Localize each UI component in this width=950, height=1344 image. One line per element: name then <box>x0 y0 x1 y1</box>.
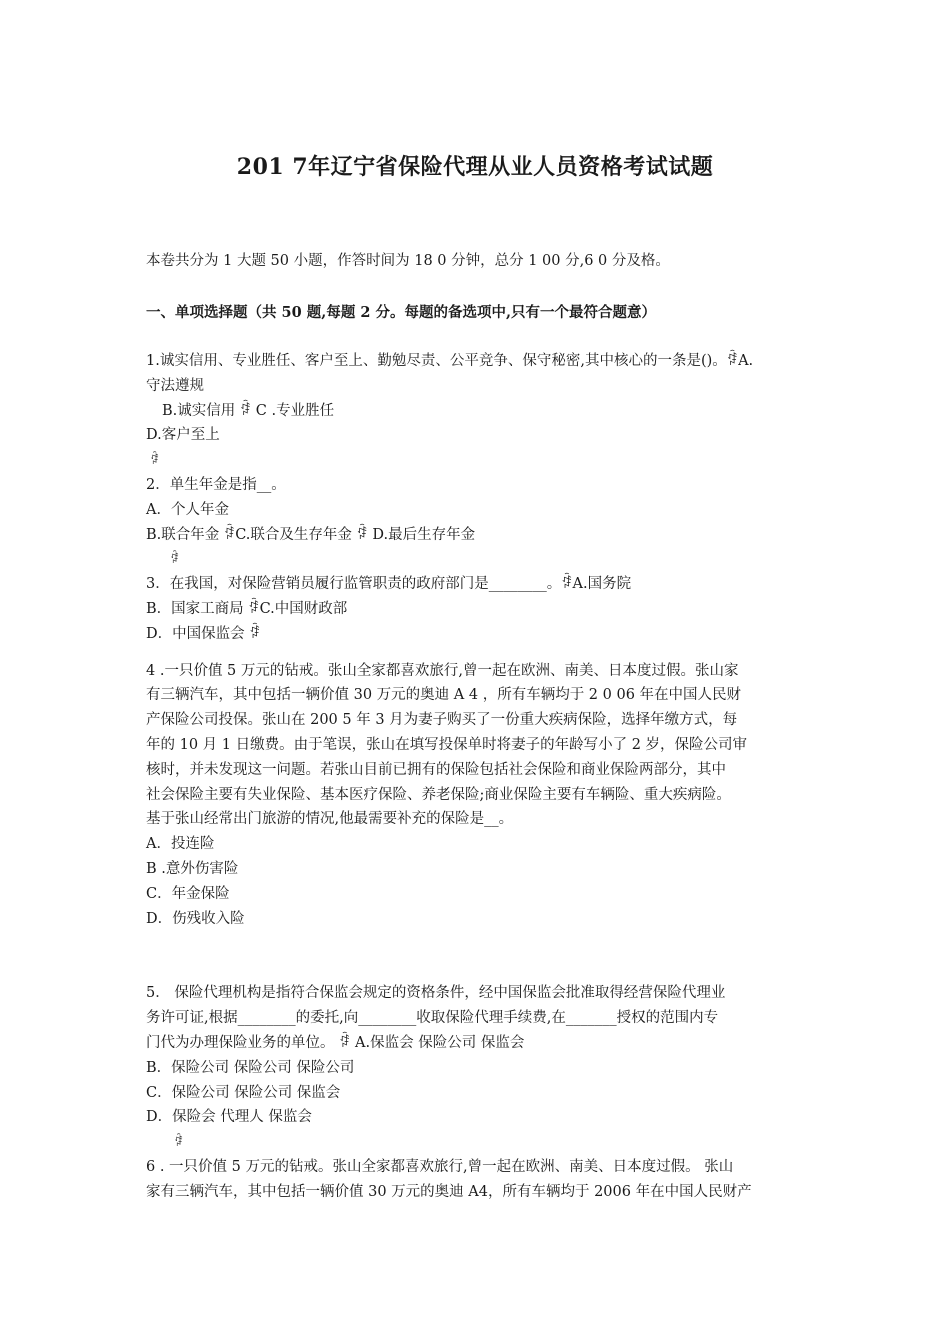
question-6 <box>146 1155 810 1205</box>
question-5-stem-line: 务许可证,根据________的委托,向________收取保险代理手续费,在_______授权的范围内专 <box>146 1010 719 1027</box>
question-4-stem-line: 核时，并未发现这一问题。若张山目前已拥有的保险包括社会保险和商业保险两部分，其中 <box>146 761 726 778</box>
question-2-mark: ꆄ <box>170 552 180 567</box>
question-6-stem-line: 6 . 一只价值 5 万元的钻戒。张山全家都喜欢旅行,曾一起在欧洲、南美、日本度过假。 张山 <box>146 1158 734 1175</box>
question-5-option-d: D．保险会 代理人 保监会 <box>146 1109 312 1126</box>
question-1-mark: ꆄ <box>150 453 160 468</box>
question-5-stem-line: 门代为办理保险业务的单位。 ꆄ A.保监会 保险公司 保监会 <box>146 1034 525 1051</box>
question-5-stem-line: 5． 保险代理机构是指符合保监会规定的资格条件，经中国保监会批准取得经营保险代理业 <box>146 985 726 1002</box>
question-2-options-bcd: B.联合年金 ꆄC.联合及生存年金 ꆄ D.最后生存年金 <box>146 526 476 543</box>
question-1-options-bc: B.诚实信用 ꆄ C .专业胜任 <box>162 402 335 419</box>
question-4-option-c: C．年金保险 <box>146 885 230 902</box>
question-6-stem-line: 家有三辆汽车，其中包括一辆价值 30 万元的奥迪 A4，所有车辆均于 2006 年在中国人民财产 <box>146 1183 752 1200</box>
question-4-option-a: A．投连险 <box>146 836 215 853</box>
question-1-option-d: D.客户至上 <box>146 427 220 444</box>
document-title: 201 7年辽宁省保险代理从业人员资格考试试题 <box>236 154 714 180</box>
question-3-options-bc: B．国家工商局 ꆄC.中国财政部 <box>146 600 348 617</box>
spacer <box>146 931 810 981</box>
question-4-stem-line: 社会保险主要有失业保险、基本医疗保险、养老保险;商业保险主要有车辆险、重大疾病险。 <box>146 786 731 803</box>
question-list <box>146 349 810 1205</box>
question-4-option-b: B .意外伤害险 <box>146 860 239 877</box>
question-4-option-d: D．伤残收入险 <box>146 910 245 927</box>
question-4-stem-line: 年的 10 月 1 日缴费。由于笔误，张山在填写投保单时将妻子的年龄写小了 2 岁，保险公司审 <box>146 736 748 753</box>
spacer <box>146 647 810 659</box>
question-2-option-a: A．个人年金 <box>146 501 229 518</box>
question-3 <box>146 572 810 646</box>
question-4-stem-line: 基于张山经常出门旅游的情况,他最需要补充的保险是__。 <box>146 811 514 828</box>
question-5 <box>146 981 810 1155</box>
question-4-stem-line: 有三辆汽车，其中包括一辆价值 30 万元的奥迪 A 4 ，所有车辆均于 2 0 06 年在中国人民财 <box>146 687 742 704</box>
question-4-stem-line: 产保险公司投保。张山在 200 5 年 3 月为妻子购买了一份重大疾病保险，选择年缴方式，每 <box>146 712 738 729</box>
question-1-stem-line: 1.诚实信用、专业胜任、客户至上、勤勉尽责、公平竞争、保守秘密,其中核心的一条是()。ꆄA. <box>146 353 754 369</box>
question-1-stem-line: 守法遵规 <box>146 377 204 394</box>
question-5-mark: ꆄ <box>174 1135 184 1150</box>
question-2-stem: 2．单生年金是指__。 <box>146 476 286 493</box>
question-5-option-c: C．保险公司 保险公司 保监会 <box>146 1084 341 1101</box>
exam-intro: 本卷共分为 1 大题 50 小题，作答时间为 18 0 分钟，总分 1 00 分,6 0 分及格。 <box>146 253 670 269</box>
question-4-stem-line: 4 .一只价值 5 万元的钻戒。张山全家都喜欢旅行,曾一起在欧洲、南美、日本度过假。张山家 <box>146 662 739 679</box>
question-3-stem: 3．在我国，对保险营销员履行监管职责的政府部门是________。ꆄA.国务院 <box>146 576 632 593</box>
question-3-option-d: D．中国保监会 ꆄ <box>146 625 261 642</box>
section-heading: 一、单项选择题（共 50 题,每题 2 分。每题的备选项中,只有一个最符合题意） <box>146 304 657 321</box>
question-5-option-b: B．保险公司 保险公司 保险公司 <box>146 1059 355 1076</box>
question-1 <box>146 349 810 473</box>
question-2 <box>146 473 810 572</box>
question-4 <box>146 659 810 932</box>
